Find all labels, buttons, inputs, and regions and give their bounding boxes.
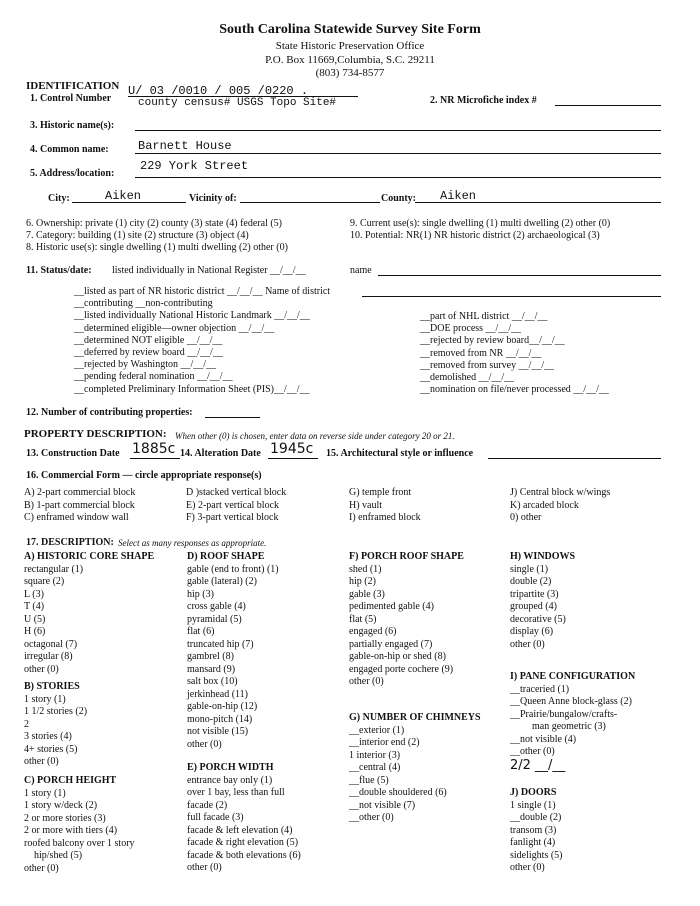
option[interactable]: decorative (5) [510, 613, 566, 625]
status-label: 11. Status/date: [26, 265, 92, 276]
county-label: County: [381, 193, 417, 204]
office-address: P.O. Box 11669,Columbia, S.C. 29211 [265, 54, 435, 66]
option[interactable]: display (6) [510, 626, 554, 637]
construction-label: 13. Construction Date [26, 448, 120, 459]
option[interactable]: 2 or more stories (3) [24, 812, 106, 824]
description-note: Select as many responses as appropriate. [118, 538, 267, 548]
status-item[interactable]: __demolished __/__/__ [420, 372, 515, 384]
option[interactable]: hip/shed (5) [34, 850, 83, 861]
option[interactable]: L (3) [24, 588, 44, 600]
status-right-list [420, 311, 609, 396]
option[interactable]: gable (lateral) (2) [187, 576, 257, 587]
pane-handwritten[interactable]: 2/2 __/__ [510, 757, 566, 773]
status-item[interactable]: __nomination on file/never processed __/__/__ [420, 384, 609, 396]
roof-shape-title: D) ROOF SHAPE [187, 551, 265, 562]
nr-microfiche-label: 2. NR Microfiche index # [430, 95, 537, 106]
option[interactable]: __traceried (1) [510, 683, 570, 695]
option[interactable]: single (1) [510, 563, 549, 575]
option[interactable]: __not visible (7) [349, 799, 416, 811]
control-number-sublabel: county census# USGS Topo Site# [138, 97, 337, 109]
county-value[interactable]: Aiken [440, 189, 477, 203]
option[interactable]: transom (3) [510, 824, 557, 836]
office-name: State Historic Preservation Office [275, 40, 425, 52]
option[interactable]: flat (5) [349, 613, 377, 625]
commercial-col-2 [186, 487, 286, 525]
option[interactable]: not visible (15) [187, 726, 249, 737]
option[interactable]: pyramidal (5) [187, 613, 242, 625]
option[interactable]: gable-on-hip (12) [187, 701, 258, 712]
pane-group [510, 671, 635, 773]
alteration-label: 14. Alteration Date [180, 448, 261, 459]
historic-use-line: 8. Historic use(s): single dwelling (1) multi dwelling (2) other (0) [26, 242, 288, 253]
porch-height-title: C) PORCH HEIGHT [24, 775, 117, 786]
option[interactable]: other (0) [349, 676, 384, 687]
option[interactable]: shed (1) [349, 563, 382, 575]
current-use-line: 9. Current use(s): single dwelling (1) multi dwelling (2) other (0) [350, 218, 611, 229]
option[interactable]: irregular (8) [24, 651, 73, 662]
category-line: 7. Category: building (1) site (2) structure (3) object (4) [26, 230, 249, 241]
option[interactable]: truncated hip (7) [187, 638, 254, 650]
option[interactable]: mansard (9) [187, 663, 236, 675]
option[interactable]: 2 or more with tiers (4) [24, 825, 118, 836]
stories-title: B) STORIES [24, 681, 80, 692]
option[interactable]: gable (3) [349, 588, 385, 600]
office-phone: (803) 734-8577 [315, 67, 385, 79]
address-label: 5. Address/location: [30, 168, 115, 179]
option[interactable]: U (5) [24, 613, 46, 625]
status-left-list [74, 286, 330, 396]
option[interactable]: 1 story (1) [24, 787, 66, 799]
option[interactable]: pedimented gable (4) [349, 601, 434, 612]
commercial-option[interactable]: D )stacked vertical block [186, 487, 287, 498]
option[interactable]: mono-pitch (14) [187, 713, 253, 725]
option[interactable]: tripartite (3) [510, 588, 559, 600]
option[interactable]: facade (2) [187, 799, 228, 811]
commercial-label: 16. Commercial Form — circle appropriate response(s) [26, 470, 262, 481]
option[interactable]: 3 stories (4) [24, 731, 72, 742]
commercial-option[interactable]: G) temple front [349, 487, 412, 498]
construction-value[interactable]: 1885c [132, 441, 176, 457]
form-title: South Carolina Statewide Survey Site Form [219, 22, 481, 37]
commercial-col-4 [510, 487, 610, 525]
option[interactable]: other (0) [187, 862, 222, 873]
option[interactable]: H (6) [24, 626, 46, 637]
option[interactable]: man geometric (3) [532, 721, 606, 732]
status-item[interactable]: __listed individually National Historic Landmark __/__/__ [74, 310, 310, 322]
commercial-col-3 [349, 487, 421, 525]
option[interactable]: gambrel (8) [187, 651, 234, 662]
option[interactable]: other (0) [24, 756, 59, 767]
doors-title: J) DOORS [510, 787, 557, 798]
option[interactable]: other (0) [510, 862, 545, 873]
status-item[interactable]: __pending federal nomination __/__/__ [74, 371, 233, 383]
porch-height-group [24, 775, 135, 875]
core-shape-group [24, 551, 154, 676]
potential-line: 10. Potential: NR(1) NR historic district (2) archaeological (3) [350, 230, 600, 241]
identification-heading: IDENTIFICATION [26, 80, 120, 92]
chimneys-title: G) NUMBER OF CHIMNEYS [349, 712, 481, 723]
commercial-option[interactable]: F) 3-part vertical block [186, 512, 279, 523]
pane-title: I) PANE CONFIGURATION [510, 671, 636, 682]
option[interactable]: __interior end (2) [349, 737, 420, 748]
commercial-option[interactable]: K) arcaded block [510, 499, 579, 511]
status-item[interactable]: __removed from survey __/__/__ [420, 359, 555, 371]
status-item[interactable]: __rejected by review board__/__/__ [420, 335, 565, 347]
option[interactable]: __other (0) [510, 746, 555, 757]
commercial-col-1 [24, 487, 135, 525]
porch-roof-group [349, 551, 464, 689]
ownership-line: 6. Ownership: private (1) city (2) county (3) state (4) federal (5) [26, 218, 283, 229]
commercial-option[interactable]: J) Central block w/wings [510, 487, 611, 498]
option[interactable]: square (2) [24, 576, 65, 587]
option[interactable]: flat (6) [187, 626, 215, 637]
city-value[interactable]: Aiken [105, 189, 142, 203]
option[interactable]: jerkinhead (11) [187, 688, 248, 700]
common-name-value[interactable]: Barnett House [138, 139, 232, 153]
control-number-value[interactable]: U/ 03 /0010 / 005 /0220 . [128, 84, 309, 98]
porch-width-group [187, 762, 301, 875]
status-name-label: name [350, 265, 372, 276]
option[interactable]: __not visible (4) [510, 733, 577, 745]
status-item[interactable]: __DOE process __/__/__ [420, 323, 522, 335]
status-item[interactable]: __removed from NR __/__/__ [420, 347, 542, 359]
historic-name-field[interactable] [135, 130, 661, 131]
property-heading: PROPERTY DESCRIPTION: [24, 428, 167, 440]
option[interactable]: gable (end to front) (1) [187, 563, 279, 575]
option[interactable]: __other (0) [349, 812, 394, 823]
stories-group [24, 681, 87, 769]
status-item[interactable]: __determined NOT eligible __/__/__ [74, 334, 223, 346]
common-name-label: 4. Common name: [30, 144, 109, 155]
option[interactable]: hip (3) [187, 588, 214, 600]
status-item[interactable]: __contributing __non-contributing [74, 298, 213, 310]
status-item[interactable]: __determined eligible—owner objection __/__/__ [74, 322, 275, 334]
status-item[interactable]: __deferred by review board __/__/__ [74, 347, 223, 359]
option[interactable]: 1 story w/deck (2) [24, 800, 98, 811]
windows-group [510, 551, 575, 651]
arch-style-label: 15. Architectural style or influence [326, 448, 474, 459]
option[interactable]: cross gable (4) [187, 601, 246, 612]
option[interactable]: other (0) [24, 862, 59, 874]
commercial-option[interactable]: B) 1-part commercial block [24, 499, 135, 511]
doors-group [510, 787, 563, 875]
option[interactable]: facade & left elevation (4) [187, 824, 293, 836]
option[interactable]: __double shouldered (6) [349, 787, 447, 798]
option[interactable]: fanlight (4) [510, 837, 556, 848]
option[interactable]: other (0) [24, 663, 59, 675]
contributing-label: 12. Number of contributing properties: [26, 407, 193, 418]
option[interactable]: 1 interior (3) [349, 749, 401, 761]
option[interactable]: gable-on-hip or shed (8) [349, 651, 446, 662]
porch-roof-title: F) PORCH ROOF SHAPE [349, 551, 464, 562]
city-label: City: [48, 193, 70, 204]
option[interactable]: 2 [24, 718, 29, 730]
option[interactable]: partially engaged (7) [349, 638, 433, 650]
status-first: listed individually in National Register __/__/__ [112, 265, 306, 276]
option[interactable]: double (2) [510, 576, 552, 587]
property-note: When other (0) is chosen, enter data on reverse side under category 20 or 21. [175, 431, 455, 441]
option[interactable]: salt box (10) [187, 676, 238, 687]
status-item[interactable]: __part of NHL district __/__/__ [420, 311, 548, 322]
option[interactable]: facade & right elevation (5) [187, 837, 299, 848]
historic-name-label: 3. Historic name(s): [30, 120, 115, 131]
status-item[interactable]: __listed as part of NR historic district __/__/__ Name of district [74, 286, 331, 297]
chimneys-group [349, 712, 481, 825]
option[interactable]: roofed balcony over 1 story [24, 837, 135, 849]
option[interactable]: entrance bay only (1) [187, 774, 273, 786]
commercial-option[interactable]: I) enframed block [349, 512, 421, 523]
windows-title: H) WINDOWS [510, 551, 576, 562]
commercial-option[interactable]: 0) other [510, 512, 542, 523]
description-label: 17. DESCRIPTION: [26, 537, 114, 548]
option[interactable]: grouped (4) [510, 601, 557, 612]
option[interactable]: 1 story (1) [24, 693, 66, 705]
option[interactable]: T (4) [24, 601, 45, 612]
option[interactable]: 4+ stories (5) [24, 743, 78, 755]
roof-shape-group [187, 551, 279, 751]
option[interactable]: 1 single (1) [510, 799, 556, 811]
control-number-label: 1. Control Number [30, 93, 112, 104]
option[interactable]: hip (2) [349, 576, 376, 587]
commercial-option[interactable]: C) enframed window wall [24, 512, 129, 523]
option[interactable]: other (0) [187, 738, 222, 750]
option[interactable]: __double (2) [510, 812, 562, 823]
option[interactable]: sidelights (5) [510, 849, 563, 861]
option[interactable]: __Prairie/bungalow/crafts- [510, 708, 618, 720]
option[interactable]: __flue (5) [349, 774, 389, 786]
option[interactable]: __exterior (1) [349, 724, 405, 736]
option[interactable]: octagonal (7) [24, 638, 78, 650]
option[interactable]: other (0) [510, 638, 545, 650]
commercial-option[interactable]: E) 2-part vertical block [186, 499, 280, 511]
commercial-option[interactable]: A) 2-part commercial block [24, 487, 136, 498]
contributing-field[interactable] [205, 417, 260, 418]
option[interactable]: __Queen Anne block-glass (2) [510, 696, 632, 707]
status-item[interactable]: __completed Preliminary Information Sheet (PIS)__/__/__ [74, 383, 310, 395]
option[interactable]: rectangular (1) [24, 563, 84, 575]
option[interactable]: 1 1/2 stories (2) [24, 706, 88, 717]
option[interactable]: full facade (3) [187, 812, 244, 823]
option[interactable]: engaged (6) [349, 626, 397, 637]
alteration-value[interactable]: 1945c [270, 441, 314, 457]
option[interactable]: facade & both elevations (6) [187, 849, 301, 861]
status-item[interactable]: __rejected by Washington __/__/__ [74, 359, 217, 371]
address-value[interactable]: 229 York Street [140, 159, 249, 173]
option[interactable]: over 1 bay, less than full [187, 787, 285, 798]
porch-width-title: E) PORCH WIDTH [187, 762, 274, 773]
core-shape-title: A) HISTORIC CORE SHAPE [24, 551, 155, 562]
commercial-option[interactable]: H) vault [349, 499, 383, 511]
option[interactable]: engaged porte cochere (9) [349, 663, 454, 675]
option[interactable]: __central (4) [349, 762, 401, 773]
vicinity-label: Vicinity of: [189, 193, 237, 204]
